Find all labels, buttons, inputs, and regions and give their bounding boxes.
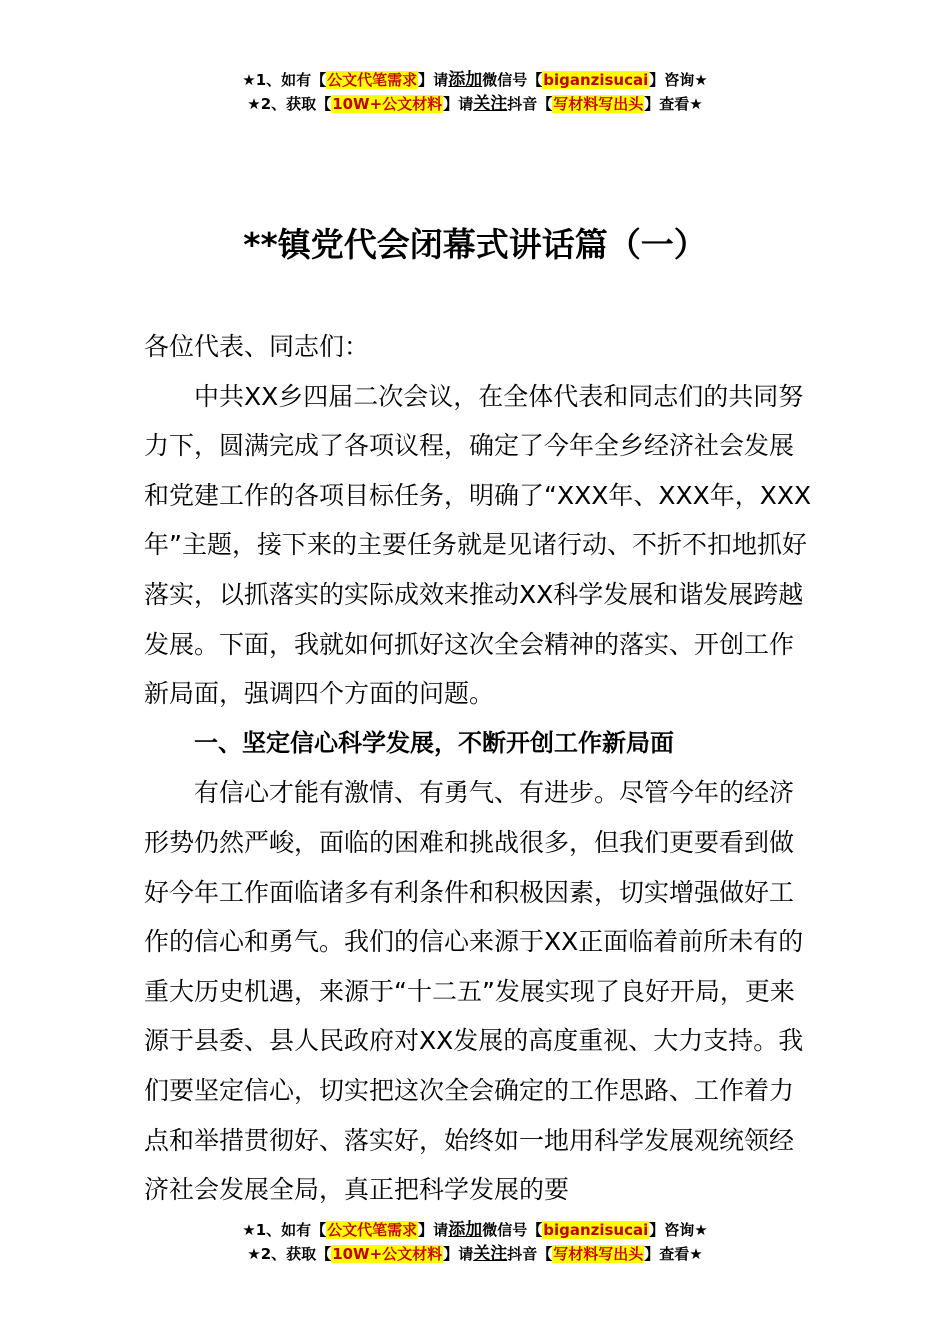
promo-line-1	[0, 1218, 950, 1242]
promo-text: 】查看★	[644, 1245, 703, 1263]
promo-text: 】请	[443, 1245, 474, 1263]
promo-highlight: 公文代笔需求	[327, 71, 418, 89]
document-title: **镇党代会闭幕式讲话篇（一）	[243, 225, 707, 264]
promo-text: ★2、获取【	[247, 1245, 332, 1263]
promo-text: 】请	[443, 95, 474, 113]
promo-highlight: biganzisucai	[543, 71, 649, 89]
promo-highlight: 10W+公文材料	[332, 1245, 443, 1263]
document-body	[144, 322, 814, 1215]
promo-highlight: 公文代笔需求	[327, 1221, 418, 1239]
salutation: 各位代表、同志们：	[144, 332, 370, 361]
paragraph: 有信心才能有激情、有勇气、有进步。尽管今年的经济形势仍然严峻，面临的困难和挑战很多，但我们更要看到做好今年工作面临诸多有利条件和积极因素，切实增强做好工作的信心和勇气。我们的信心来源于XX正面临着前所未有的重大历史机遇，来源于“十二五”发展实现了良好开局，更来源于县委、县人民政府对XX发展的高度重视、大力支持。我们要坚定信心，切实把这次全会确定的工作思路、工作着力点和举措贯彻好、落实好，始终如一地用科学发展观统领经济社会发展全局，真正把科学发展的要	[144, 778, 804, 1205]
header-promo-banner	[0, 68, 950, 116]
promo-emphasis: 关注	[473, 94, 508, 114]
promo-text: 】咨询★	[649, 71, 708, 89]
promo-emphasis: 关注	[473, 1244, 508, 1264]
promo-text: ★1、如有【	[242, 1221, 327, 1239]
promo-text: 】请	[418, 71, 449, 89]
promo-text: ★2、获取【	[247, 95, 332, 113]
promo-text: 】咨询★	[649, 1221, 708, 1239]
promo-emphasis: 添加	[448, 70, 483, 90]
promo-emphasis: 添加	[448, 1220, 483, 1240]
promo-highlight: 10W+公文材料	[332, 95, 443, 113]
promo-text: 】查看★	[644, 95, 703, 113]
promo-text: ★1、如有【	[242, 71, 327, 89]
footer-promo-banner	[0, 1218, 950, 1266]
paragraph: 中共XX乡四届二次会议，在全体代表和同志们的共同努力下，圆满完成了各项议程，确定了今年全乡经济社会发展和党建工作的各项目标任务，明确了“XXX年、XXX年，XXX年”主题，接下来的主要任务就是见诸行动、不折不扣地抓好落实，以抓落实的实际成效来推动XX科学发展和谐发展跨越发展。下面，我就如何抓好这次全会精神的落实、开创工作新局面，强调四个方面的问题。	[144, 381, 812, 709]
promo-text: 】请	[418, 1221, 449, 1239]
promo-highlight: biganzisucai	[543, 1221, 649, 1239]
promo-line-2	[0, 1242, 950, 1266]
promo-line-1	[0, 68, 950, 92]
promo-line-2	[0, 92, 950, 116]
promo-text: 抖音【	[507, 95, 553, 113]
section-heading: 一、坚定信心科学发展，不断开创工作新局面	[194, 728, 674, 757]
promo-highlight: 写材料写出头	[553, 95, 644, 113]
promo-text: 微信号【	[482, 1221, 543, 1239]
promo-text: 微信号【	[482, 71, 543, 89]
promo-highlight: 写材料写出头	[553, 1245, 644, 1263]
promo-text: 抖音【	[507, 1245, 553, 1263]
